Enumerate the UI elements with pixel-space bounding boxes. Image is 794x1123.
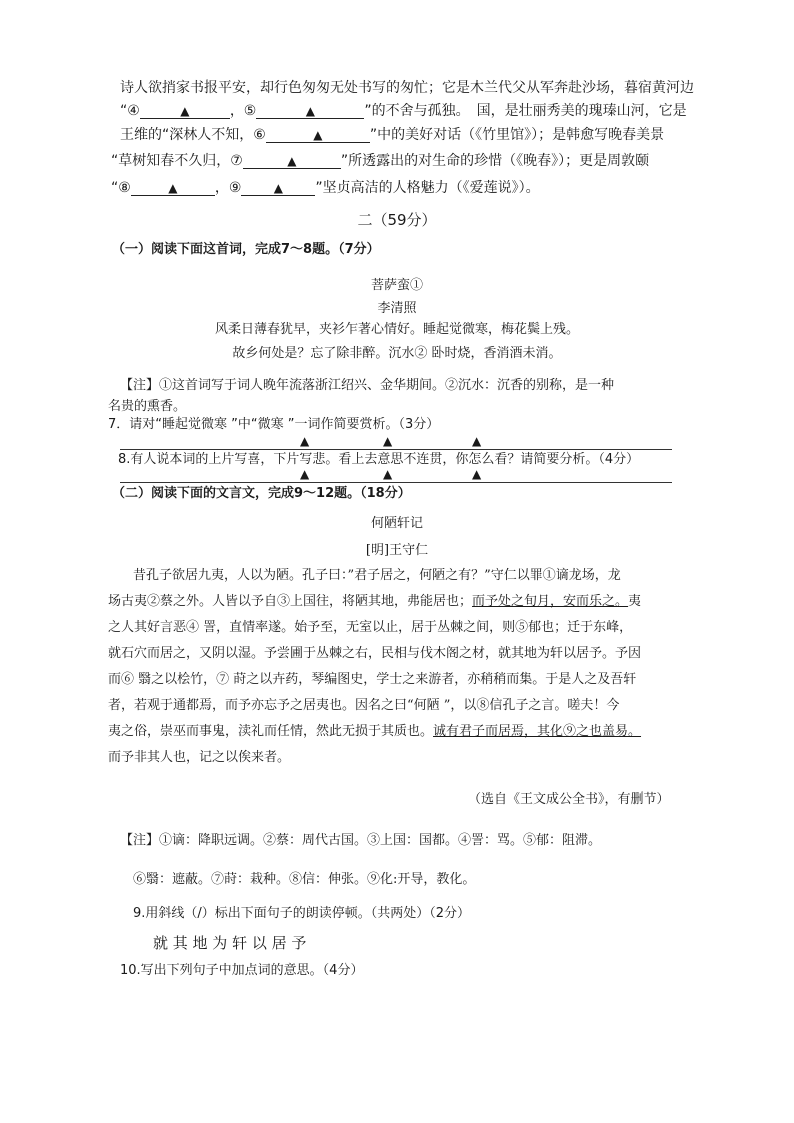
essay-author: [明]王守仁 bbox=[365, 543, 429, 558]
fill-text: “草树知春不久归， bbox=[111, 153, 231, 169]
poem-line-2: 故乡何处是？忘了除非醉。沉水② 卧时烧，香消酒未消。 bbox=[232, 346, 562, 361]
poem-line-1: 风柔日薄春犹早，夹衫乍著心情好。睡起觉微寒，梅花鬓上残。 bbox=[214, 322, 579, 337]
part1-heading: （一）阅读下面这首词，完成7～8题。（7分） bbox=[112, 242, 380, 257]
question-7: 7．请对“睡起觉微寒 ”中“微寒 ”一词作简要赏析。（3分） bbox=[108, 417, 440, 432]
fill-line-3 bbox=[120, 125, 664, 145]
answer-line-q8[interactable] bbox=[120, 482, 672, 483]
essay-line-2 bbox=[108, 592, 641, 612]
triangle-icon: ▲ bbox=[287, 154, 297, 168]
fill-text: “ bbox=[111, 180, 119, 196]
triangle-icon: ▲ bbox=[305, 104, 315, 118]
essay-text: 场古夷②蔡之外。人皆以予自③上国往，将陋其地，弗能居也； bbox=[108, 594, 473, 609]
triangle-icon: ▲ bbox=[313, 128, 323, 142]
triangle-icon: ▲ bbox=[273, 181, 283, 195]
answer-blank-6[interactable] bbox=[266, 125, 370, 143]
essay-line-7 bbox=[108, 722, 641, 742]
essay-source: （选自《王文成公全书》，有删节） bbox=[468, 792, 670, 807]
question-9: 9.用斜线（/）标出下面句子的朗读停顿。（共两处）（2分） bbox=[133, 906, 471, 921]
essay-line-6: 者，若观于通都焉，而予亦忘予之居夷也。因名之曰“何陋 ”，以⑧信孔子之言。嗟夫！今 bbox=[108, 698, 620, 713]
answer-blank-4[interactable] bbox=[140, 101, 230, 119]
fill-text: ”中的美好对话（《竹里馆》）；是韩愈写晚春美景 bbox=[369, 127, 665, 143]
essay-line-5: 而⑥ 翳之以桧竹，⑦ 莳之以卉药，琴编图史，学士之来游者，亦稍稍而集。于是人之及吾轩 bbox=[108, 672, 637, 687]
fill-text: ，⑤ bbox=[229, 103, 257, 119]
fill-line-5 bbox=[111, 178, 540, 198]
answer-blank-8[interactable] bbox=[131, 178, 215, 196]
part2-heading: （二）阅读下面的文言文，完成9～12题。（18分） bbox=[112, 486, 411, 501]
circled-number-7: ⑦ bbox=[230, 153, 243, 169]
triangle-icon: ▲ bbox=[383, 467, 393, 481]
essay-note-1: 【注】①谪：降职远调。②蔡：周代古国。③上国：国都。④詈：骂。⑤郁：阻滞。 bbox=[120, 833, 602, 848]
fill-line-2 bbox=[120, 101, 687, 121]
poem-note-line-2: 名贵的熏香。 bbox=[108, 399, 187, 414]
underlined-sentence-1: 而予处之旬月，安而乐之。 bbox=[472, 594, 629, 609]
answer-blank-9[interactable] bbox=[241, 178, 315, 196]
question-10: 10.写出下列句子中加点词的意思。（4分） bbox=[120, 963, 364, 978]
underlined-sentence-2: 诚有君子而居焉，其化⑨之也盖易。 bbox=[433, 724, 642, 739]
question-9-sentence: 就 其 地 为 轩 以 居 予 bbox=[153, 934, 307, 952]
essay-text: 夷 bbox=[628, 594, 642, 609]
triangle-icon: ▲ bbox=[168, 181, 178, 195]
answer-blank-5[interactable] bbox=[256, 101, 364, 119]
essay-line-1: 昔孔子欲居九夷，人以为陋。孔子曰：”君子居之，何陋之有？”守仁以罪①谪龙场，龙 bbox=[133, 568, 621, 583]
poem-author: 李清照 bbox=[377, 301, 417, 316]
essay-line-3: 之人其好言恶④ 詈，直情率遂。始予至，无室以止，居于丛棘之间，则⑤郁也；迁于东峰， bbox=[108, 620, 633, 635]
fill-line-4 bbox=[111, 151, 649, 171]
essay-line-4: 就石穴而居之，又阴以湿。予尝圃于丛棘之右，民相与伐木阁之材，就其地为轩以居予。予因 bbox=[108, 646, 642, 661]
triangle-icon: ▲ bbox=[472, 434, 482, 448]
triangle-icon: ▲ bbox=[180, 104, 190, 118]
answer-blank-7[interactable] bbox=[243, 151, 341, 169]
section-two-title: 二（59分） bbox=[357, 211, 437, 229]
essay-note-2: ⑥翳：遮蔽。⑦莳：栽种。⑧信：伸张。⑨化:开导，教化。 bbox=[133, 872, 476, 887]
fill-text: ，⑨ bbox=[214, 180, 242, 196]
essay-line-8: 而予非其人也，记之以俟来者。 bbox=[108, 750, 291, 765]
triangle-icon: ▲ bbox=[300, 467, 310, 481]
circled-number-8: ⑧ bbox=[118, 180, 131, 196]
triangle-icon: ▲ bbox=[383, 434, 393, 448]
fill-text: ”的不舍与孤独。 国，是壮丽秀美的瑰瑧山河，它是 bbox=[364, 103, 687, 119]
triangle-icon: ▲ bbox=[300, 434, 310, 448]
essay-title: 何陋轩记 bbox=[370, 516, 423, 531]
poem-title: 菩萨蛮① bbox=[370, 278, 423, 293]
essay-text: 夷之俗，崇巫而事鬼，渎礼而任情，然此无损于其质也。 bbox=[108, 724, 434, 739]
fill-text: 王维的“深林人不知，⑥ bbox=[120, 127, 266, 143]
fill-text: ”所透露出的对生命的珍惜（《晚春》）；更是周敦颐 bbox=[340, 153, 650, 169]
poem-note-line-1: 【注】①这首词写于词人晚年流落浙江绍兴、金华期间。②沉水：沉香的别称，是一种 bbox=[120, 378, 615, 393]
question-8: 8.有人说本词的上片写喜，下片写悲。看上去意思不连贯，你怎么看？请简要分析。（4分） bbox=[118, 452, 640, 467]
fill-text: “④ bbox=[120, 103, 140, 119]
fill-line-1: 诗人欲捎家书报平安，却行色匆匆无处书写的匆忙；它是木兰代父从军奔赴沙场，暮宿黄河边 bbox=[120, 80, 694, 96]
fill-text: ”坚贞高洁的人格魅力（《爱莲说》）。 bbox=[315, 180, 540, 196]
triangle-icon: ▲ bbox=[472, 467, 482, 481]
